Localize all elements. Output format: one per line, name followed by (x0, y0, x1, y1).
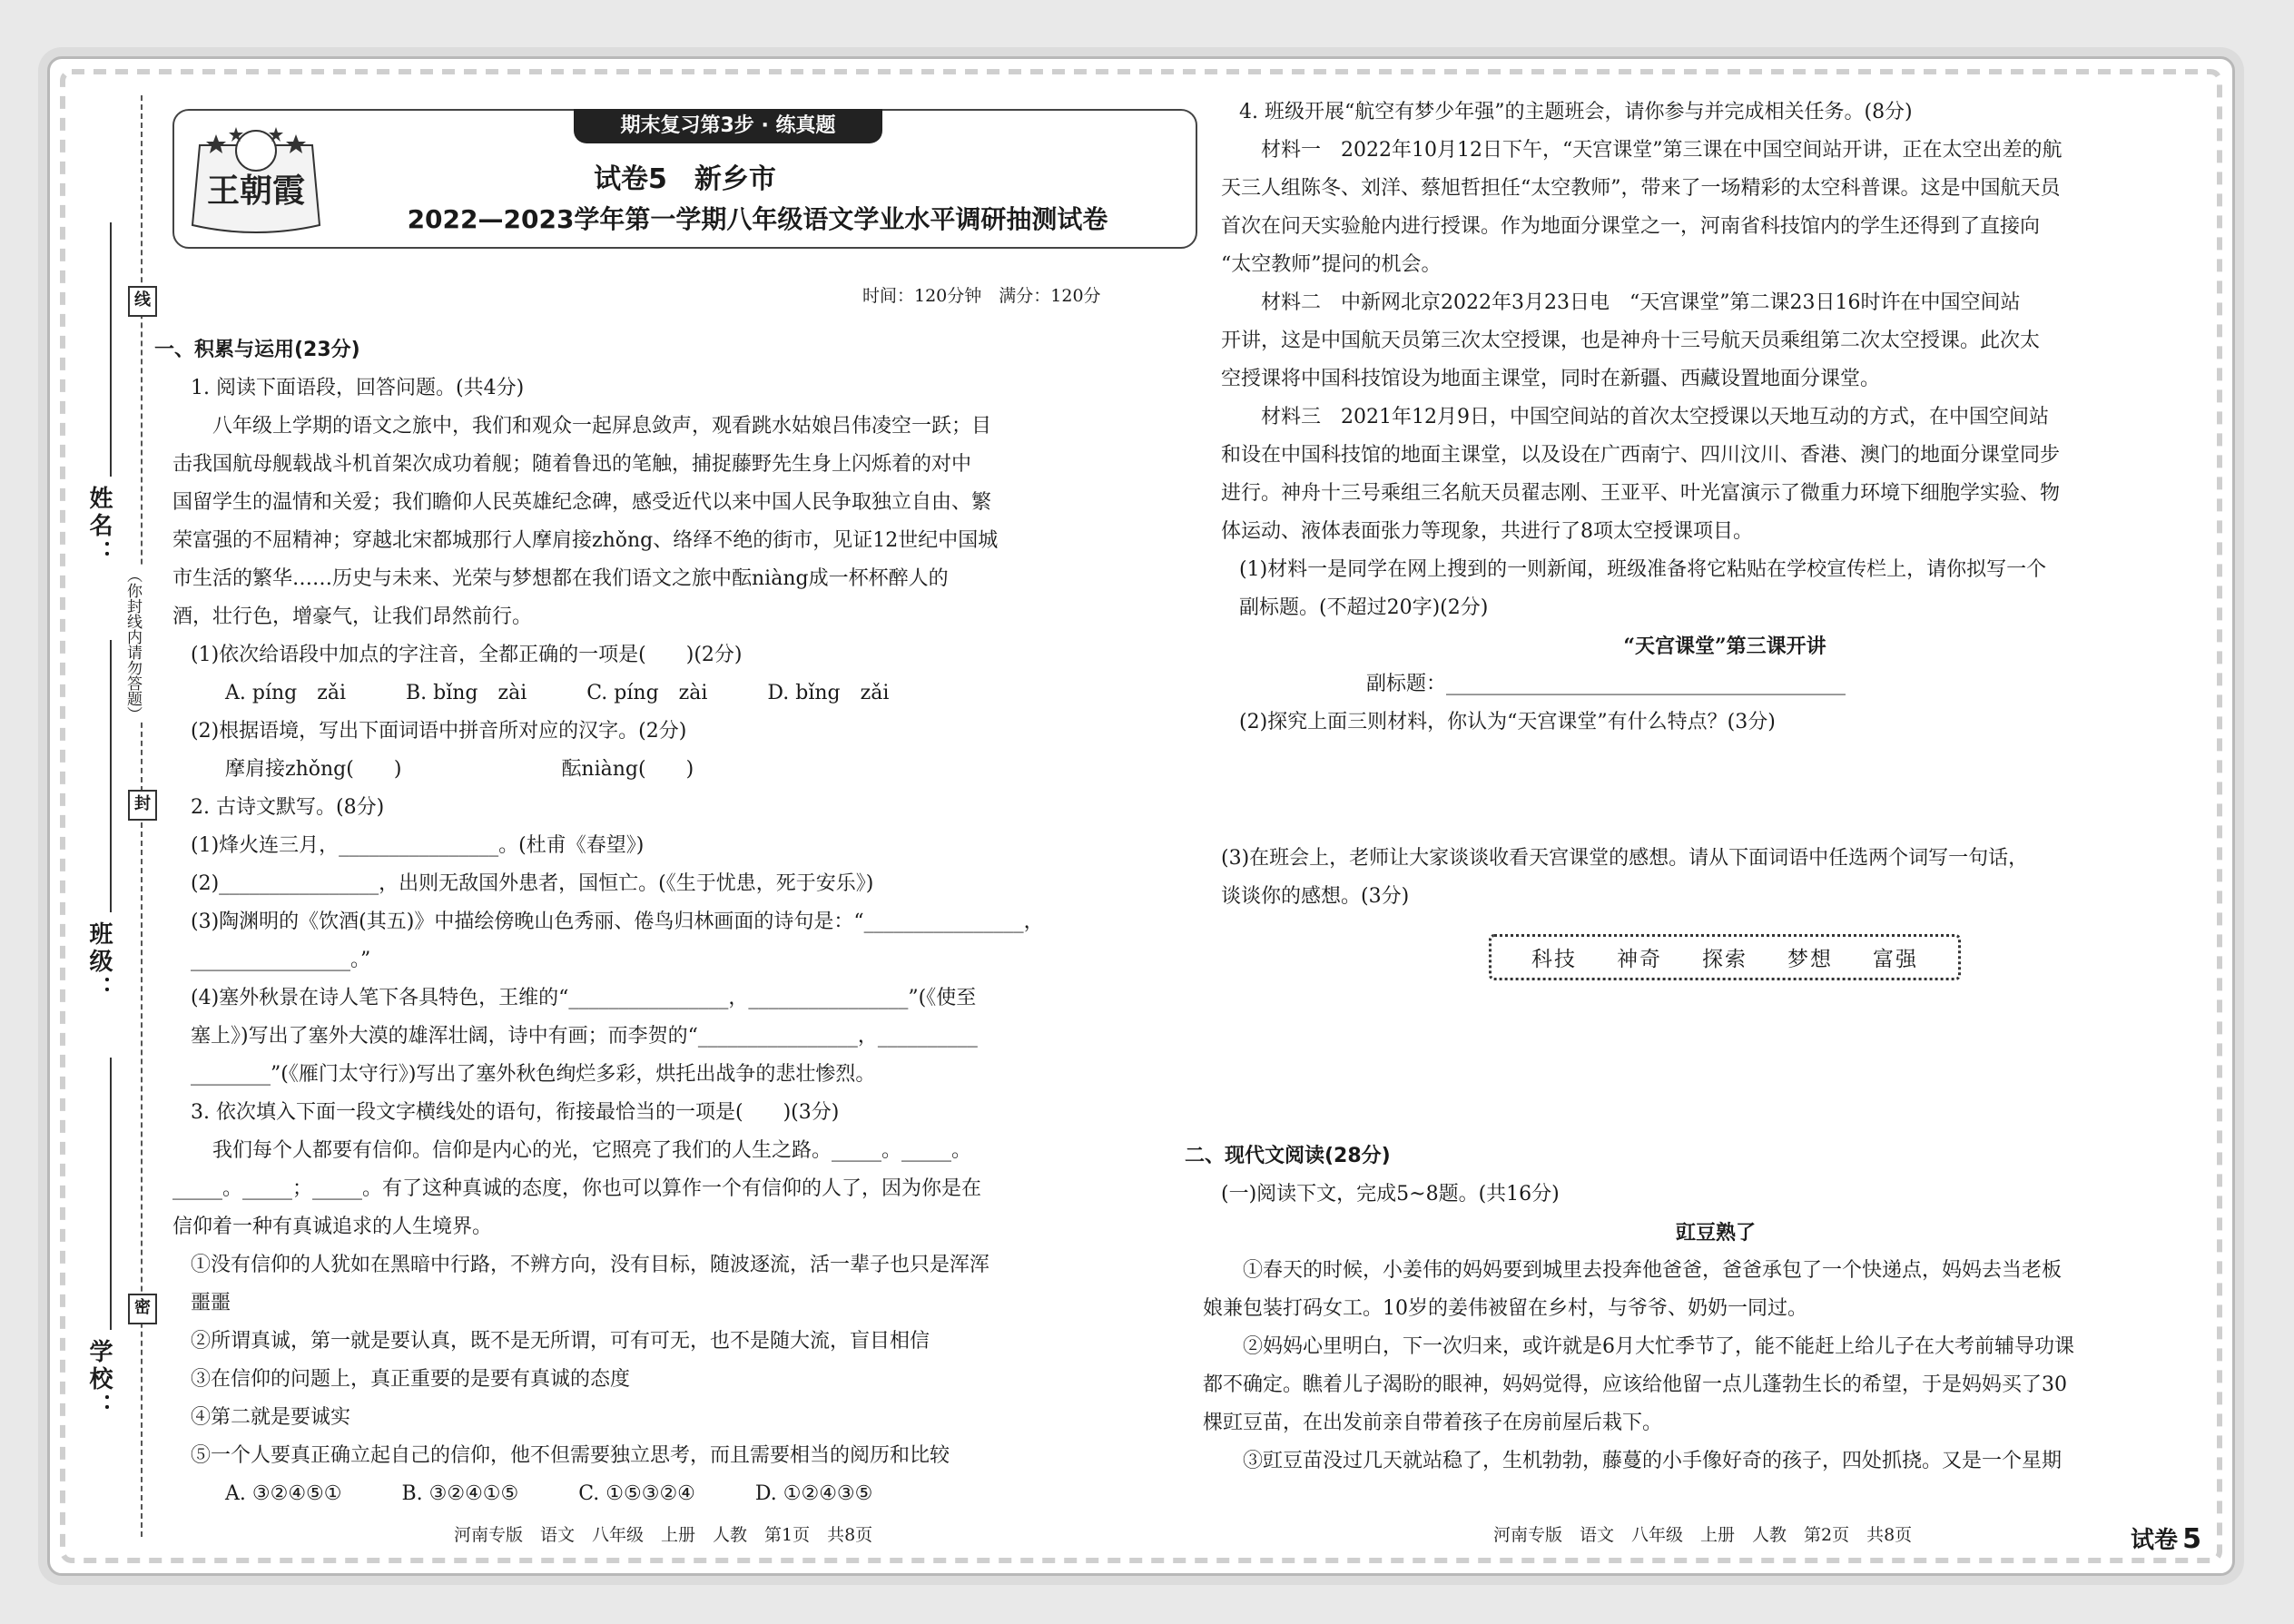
text-line: 材料一 2022年10月12日下午，“天宫课堂”第三课在中国空间站开讲，正在太空出差的航 (1261, 139, 2063, 162)
school-field[interactable] (110, 1058, 112, 1330)
paper-number: 5 (2182, 1523, 2201, 1555)
text-line: 副标题。(不超过20字)(2分) (1239, 596, 1489, 619)
text-line: 副标题：________________________________________ (1366, 673, 1846, 695)
paper-number-badge (2131, 1521, 2201, 1555)
text-line: ①春天的时候，小姜伟的妈妈要到城里去投奔他爸爸，爸爸承包了一个快递点，妈妈去当老板 (1243, 1259, 2063, 1282)
left-page (154, 59, 1194, 1573)
text-line: ②妈妈心里明白，下一次归来，或许就是6月大忙季节了，能不能赶上给儿子在大考前辅导功课 (1243, 1335, 2075, 1358)
seal-char-line: 线 (128, 286, 157, 317)
word-box (1489, 934, 1961, 980)
text-line: ⑤一个人要真正确立起自己的信仰，他不但需要独立思考，而且需要相当的阅历和比较 (191, 1444, 950, 1467)
text-line: 摩肩接zhǒng( ) 酝niàng( ) (225, 758, 694, 781)
exam-header (172, 109, 1197, 249)
text-line: 市生活的繁华……历史与未来、光荣与梦想都在我们语文之旅中酝niàng成一杯杯醉人的 (172, 567, 949, 590)
text-line: 信仰着一种有真诚追求的人生境界。 (172, 1216, 493, 1238)
school-label: 学校： (85, 1339, 113, 1421)
text-line: 豇豆熟了 (1675, 1221, 1756, 1245)
right-footer: 河南专版 语文 八年级 上册 人教 第2页 共8页 (1493, 1525, 1913, 1545)
text-line: (4)塞外秋景在诗人笔下各具特色，王维的“________________，________________”(《使至 (191, 987, 977, 1009)
reading-section (1185, 1137, 2229, 1481)
text-line: (2)________________，出则无敌国外患者，国恒亡。(《生于忧患，死于安乐》) (191, 872, 874, 895)
exam-title: 试卷5 新乡市 (594, 163, 776, 195)
text-line: ③豇豆苗没过几天就站稳了，生机勃勃，藤蔓的小手像好奇的孩子，四处抓挠。又是一个星期 (1243, 1450, 2063, 1472)
text-line: (一)阅读下文，完成5~8题。(共16分) (1221, 1183, 1560, 1206)
text-line: ②所谓真诚，第一就是要认真，既不是无所谓，可有可无，也不是随大流，盲目相信 (191, 1330, 930, 1353)
text-line: (3)陶渊明的《饮酒(其五)》中描绘傍晚山色秀丽、倦鸟归林画面的诗句是：“________________， (191, 910, 1044, 933)
text-line: “天宫课堂”第三课开讲 (1623, 635, 1826, 658)
word-option: 探索 (1702, 948, 1748, 971)
text-line: “太空教师”提问的机会。 (1221, 253, 1442, 276)
binding-note: （你封线内请勿答题） (117, 567, 144, 722)
class-field[interactable] (110, 640, 112, 912)
text-line: 棵豇豆苗，在出发前亲自带着孩子在房前屋后栽下。 (1203, 1412, 1663, 1434)
text-line: 酒，壮行色，增豪气，让我们昂然前行。 (172, 605, 533, 628)
word-option: 科技 (1531, 948, 1577, 971)
text-line: 3. 依次填入下面一段文字横线处的语句，衔接最恰当的一项是( )(3分) (191, 1101, 840, 1124)
left-questions (154, 331, 1194, 1513)
text-line: 体运动、液体表面张力等现象，共进行了8项太空授课项目。 (1221, 520, 1753, 543)
text-line: (1)烽火连三月，________________。(杜甫《春望》) (191, 834, 645, 857)
text-line: 天三人组陈冬、刘洋、蔡旭哲担任“太空教师”，带来了一场精彩的太空科普课。这是中国航天员 (1221, 177, 2061, 200)
word-option: 富强 (1873, 948, 1918, 971)
text-line: (2)根据语境，写出下面词语中拼音所对应的汉字。(2分) (191, 720, 687, 743)
text-line: 2. 古诗文默写。(8分) (191, 796, 385, 819)
text-line: 1. 阅读下面语段，回答问题。(共4分) (191, 377, 525, 399)
exam-subtitle: 2022—2023学年第一学期八年级语文学业水平调研抽测试卷 (407, 204, 1108, 234)
text-line: ________________。” (191, 949, 371, 971)
text-line: 一、积累与运用(23分) (154, 339, 360, 361)
name-field[interactable] (110, 222, 112, 477)
seal-char-feng: 封 (128, 790, 157, 821)
class-label: 班级： (85, 921, 113, 1003)
text-line: 我们每个人都要有信仰。信仰是内心的光，它照亮了我们的人生之路。_____。_____。 (212, 1139, 972, 1162)
word-option: 梦想 (1787, 948, 1833, 971)
text-line: ________”(《雁门太守行》)写出了塞外秋色绚烂多彩，烘托出战争的悲壮惨烈。 (191, 1063, 876, 1086)
text-line: (1)材料一是同学在网上搜到的一则新闻，班级准备将它粘贴在学校宣传栏上，请你拟写一个 (1239, 558, 2047, 581)
exam-sheet (47, 56, 2235, 1576)
left-footer: 河南专版 语文 八年级 上册 人教 第1页 共8页 (454, 1525, 873, 1545)
text-line: 噩噩 (191, 1292, 231, 1314)
text-line: ③在信仰的问题上，真正重要的是要有真诚的态度 (191, 1368, 631, 1391)
paper-label: 试卷 (2131, 1527, 2179, 1554)
text-line: (2)探究上面三则材料，你认为“天宫课堂”有什么特点？(3分) (1239, 711, 1776, 733)
text-line: A. píng zǎi B. bǐng zài C. píng zài D. bǐng zǎi (225, 682, 890, 704)
text-line: 娘兼包装打码女工。10岁的姜伟被留在乡村，与爷爷、奶奶一同过。 (1203, 1297, 1807, 1320)
text-line: 空授课将中国科技馆设为地面主课堂，同时在新疆、西藏设置地面分课堂。 (1221, 368, 1881, 390)
text-line: 和设在中国科技馆的地面主课堂，以及设在广西南宁、四川汶川、香港、澳门的地面分课堂同步 (1221, 444, 2061, 467)
text-line: A. ③②④⑤① B. ③②④①⑤ C. ①⑤③②④ D. ①②④③⑤ (225, 1482, 873, 1505)
seal-char-mi: 密 (128, 1294, 157, 1324)
text-line: 塞上》)写出了塞外大漠的雄浑壮阔，诗中有画；而李贺的“________________，__________ (191, 1025, 978, 1048)
text-line: 击我国航母舰载战斗机首架次成功着舰；随着鲁迅的笔触，捕捉藤野先生身上闪烁着的对中 (172, 453, 972, 476)
text-line: ④第二就是要诚实 (191, 1406, 351, 1429)
right-page (1185, 59, 2229, 1573)
text-line: ①没有信仰的人犹如在黑暗中行路，不辨方向，没有目标，随波逐流，活一辈子也只是浑浑 (191, 1254, 990, 1276)
text-line: 都不确定。瞧着儿子渴盼的眼神，妈妈觉得，应该给他留一点儿蓬勃生长的希望，于是妈妈买了30 (1203, 1373, 2067, 1396)
text-line: 材料三 2021年12月9日，中国空间站的首次太空授课以天地互动的方式，在中国空间站 (1261, 406, 2049, 428)
text-line: 开讲，这是中国航天员第三次太空授课，也是神舟十三号航天员乘组第二次太空授课。此次太 (1221, 330, 2041, 352)
word-box-wrap (1221, 934, 2229, 980)
text-line: 二、现代文阅读(28分) (1185, 1145, 1391, 1167)
text-line: 荣富强的不屈精神；穿越北宋都城那行人摩肩接zhǒng、络绎不绝的街市，见证12世纪中国城 (172, 529, 999, 552)
text-line: 八年级上学期的语文之旅中，我们和观众一起屏息敛声，观看跳水姑娘吕伟凌空一跃；目 (212, 415, 992, 438)
name-label: 姓名： (85, 486, 113, 567)
text-line: 首次在问天实验舱内进行授课。作为地面分课堂之一，河南省科技馆内的学生还得到了直接向 (1221, 215, 2041, 238)
header-tab: 期末复习第3步 · 练真题 (574, 109, 882, 143)
question-4-3 (1221, 840, 2229, 980)
word-option: 神奇 (1617, 948, 1662, 971)
time-info: 时间：120分钟 满分：120分 (862, 286, 1101, 306)
q4-3-line1: (3)在班会上，老师让大家谈谈收看天宫课堂的感想。请从下面词语中任选两个词写一句话， (1221, 847, 2029, 870)
text-line: 4. 班级开展“航空有梦少年强”的主题班会，请你参与并完成相关任务。(8分) (1239, 101, 1913, 123)
text-line: 国留学生的温情和关爱；我们瞻仰人民英雄纪念碑，感受近代以来中国人民争取独立自由、繁 (172, 491, 992, 514)
binding-margin (50, 59, 150, 1573)
text-line: 进行。神舟十三号乘组三名航天员翟志刚、王亚平、叶光富演示了微重力环境下细胞学实验、物 (1221, 482, 2061, 505)
text-line: (1)依次给语段中加点的字注音，全都正确的一项是( )(2分) (191, 644, 743, 666)
q4-3-line2: 谈谈你的感想。(3分) (1221, 885, 1410, 908)
right-questions (1221, 94, 2229, 742)
text-line: 材料二 中新网北京2022年3月23日电 “天宫课堂”第二课23日16时许在中国空间站 (1261, 291, 2021, 314)
logo-text: 王朝霞 (206, 172, 306, 210)
text-line: _____。_____；_____。有了这种真诚的态度，你也可以算作一个有信仰的人了，因为你是在 (172, 1177, 982, 1200)
